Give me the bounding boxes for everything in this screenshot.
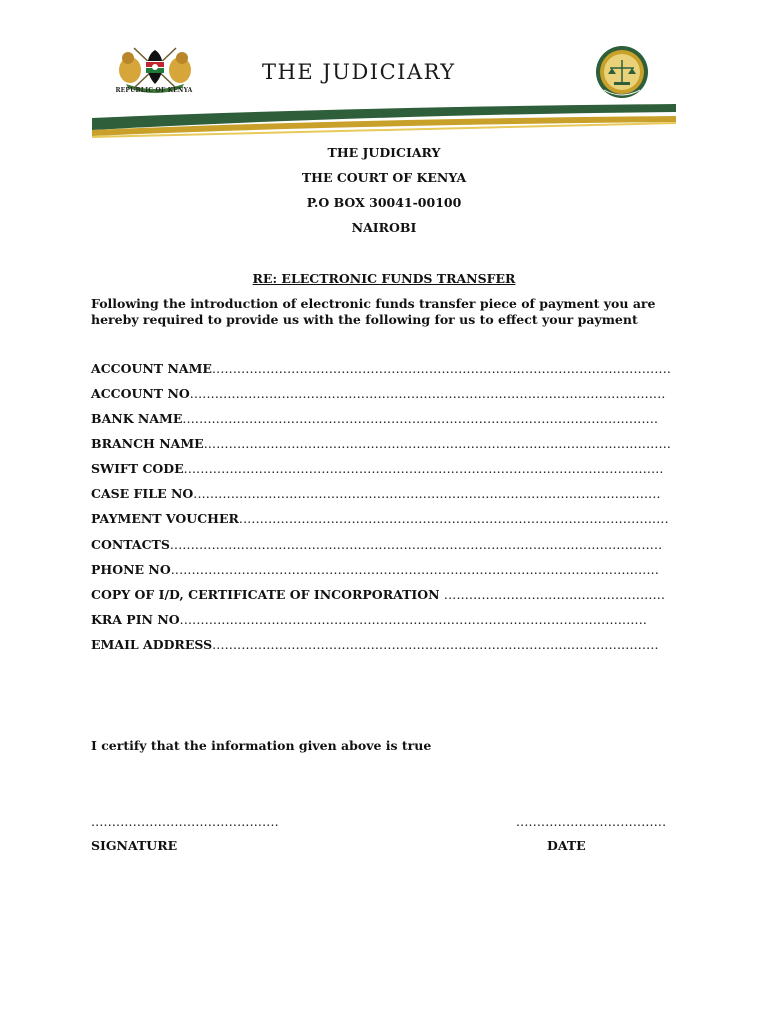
field-label: ACCOUNT NAME bbox=[91, 361, 212, 376]
field-payment-voucher bbox=[91, 511, 669, 526]
field-branch-name bbox=[91, 436, 671, 451]
field-label: PAYMENT VOUCHER bbox=[91, 511, 239, 526]
field-phone-no bbox=[91, 562, 659, 577]
field-label: KRA PIN NO bbox=[91, 612, 180, 627]
field-fill-line: ...................................................................................................................... bbox=[169, 537, 663, 552]
field-fill-line: ........................................................................................................... bbox=[212, 637, 659, 652]
header-swoosh-divider bbox=[92, 96, 676, 138]
intro-paragraph: Following the introduction of electronic funds transfer piece of payment you are hereby required to provide us with the following for us to effect your payment bbox=[91, 296, 656, 327]
field-contacts bbox=[91, 537, 662, 552]
field-label: COPY OF I/D, CERTIFICATE OF INCORPORATION bbox=[91, 587, 444, 602]
field-label: EMAIL ADDRESS bbox=[91, 637, 213, 652]
field-id-certificate bbox=[91, 587, 665, 602]
field-case-file-no bbox=[91, 486, 661, 501]
field-fill-line: ................................................................................................................... bbox=[183, 461, 664, 476]
field-email-address bbox=[91, 637, 659, 652]
field-label: CONTACTS bbox=[91, 537, 170, 552]
address-line: NAIROBI bbox=[351, 220, 417, 235]
field-label: CASE FILE NO bbox=[91, 486, 194, 501]
date-line: .................................... bbox=[516, 814, 667, 829]
field-fill-line: .................................................................................................................. bbox=[189, 386, 666, 401]
field-account-no bbox=[91, 386, 666, 401]
judiciary-seal-icon bbox=[582, 44, 662, 100]
field-label: SWIFT CODE bbox=[91, 461, 184, 476]
signature-line: ............................................. bbox=[91, 814, 279, 829]
field-fill-line: ................................................................................................................ bbox=[179, 612, 648, 627]
field-bank-name bbox=[91, 411, 658, 426]
address-line: P.O BOX 30041-00100 bbox=[306, 195, 462, 210]
field-fill-line: ................................................................................................................ bbox=[203, 436, 672, 451]
signature-label: SIGNATURE bbox=[91, 838, 178, 853]
field-fill-line: ................................................................................................................ bbox=[193, 486, 661, 501]
field-label: BANK NAME bbox=[91, 411, 183, 426]
certification-statement: I certify that the information given above is true bbox=[91, 738, 432, 753]
field-kra-pin-no bbox=[91, 612, 647, 627]
date-label: DATE bbox=[547, 838, 586, 853]
field-fill-line: ..................................................................................................................... bbox=[170, 562, 660, 577]
address-line: THE JUDICIARY bbox=[327, 145, 441, 160]
field-fill-line: .............................................................................................................. bbox=[211, 361, 672, 376]
coat-of-arms-caption: REPUBLIC OF KENYA bbox=[115, 87, 193, 94]
field-account-name bbox=[91, 361, 671, 376]
field-fill-line: ..................................................... bbox=[443, 587, 666, 602]
field-swift-code bbox=[91, 461, 664, 476]
field-label: ACCOUNT NO bbox=[91, 386, 190, 401]
brand-title: THE JUDICIARY bbox=[262, 60, 456, 84]
address-line: THE COURT OF KENYA bbox=[301, 170, 467, 185]
subject-heading: RE: ELECTRONIC FUNDS TRANSFER bbox=[252, 271, 516, 286]
field-label: BRANCH NAME bbox=[91, 436, 204, 451]
field-fill-line: .................................................................................................................. bbox=[182, 411, 659, 426]
field-fill-line: ....................................................................................................... bbox=[238, 511, 669, 526]
field-label: PHONE NO bbox=[91, 562, 171, 577]
